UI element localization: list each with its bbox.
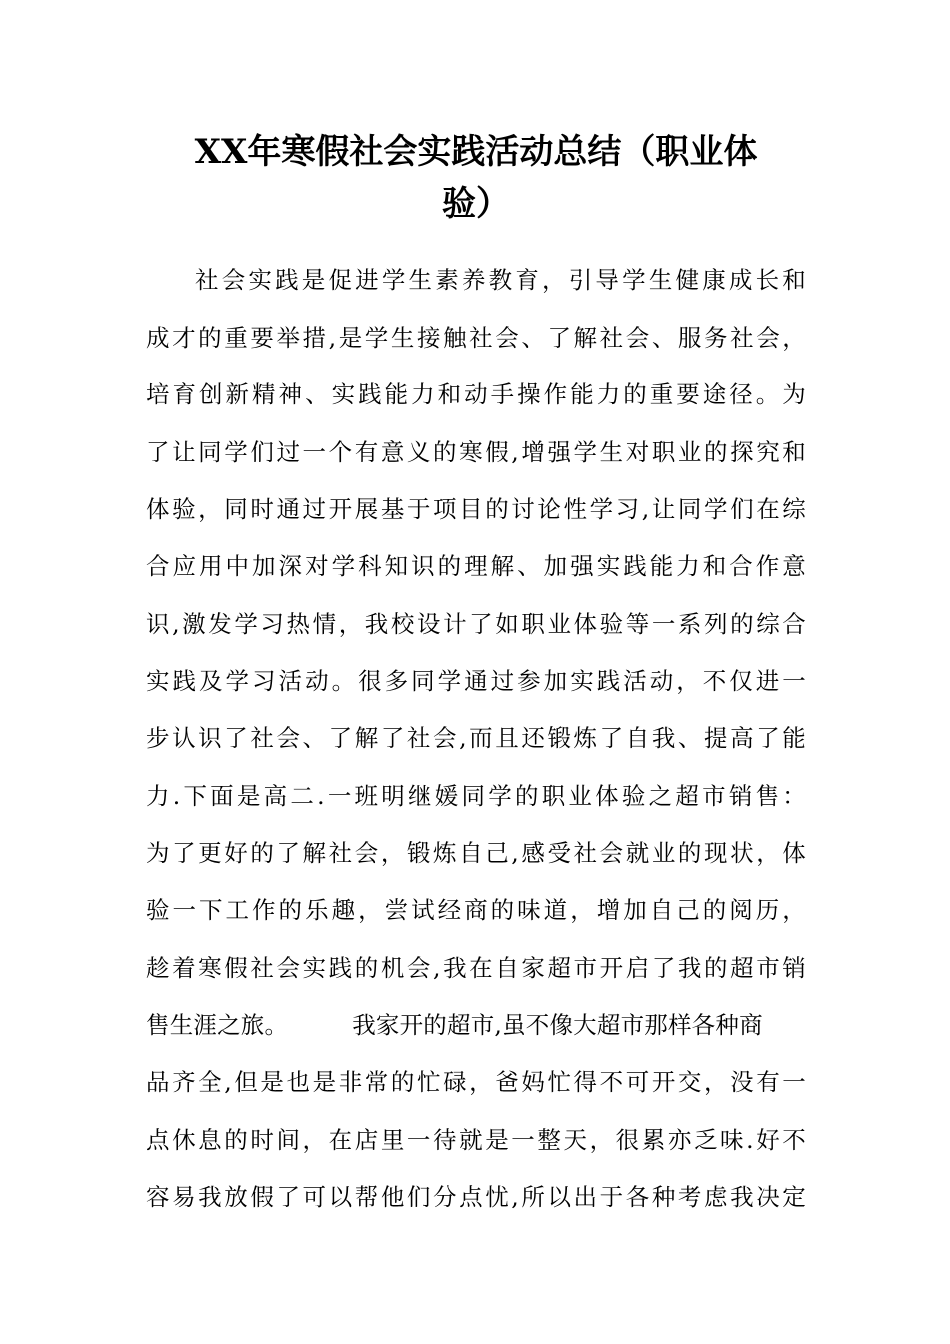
body-line-2: 成才的重要举措,是学生接触社会、了解社会、服务社会，: [146, 324, 806, 352]
body-line-6: 合应用中加深对学科知识的理解、加强实践能力和合作意: [146, 552, 806, 580]
body-line-14-part-2: 我家开的超市,虽不像大超市那样各种商: [352, 1011, 763, 1039]
body-line-15: 品齐全,但是也是非常的忙碌，爸妈忙得不可开交，没有一: [146, 1068, 806, 1096]
body-line-11: 为了更好的了解社会，锻炼自己,感受社会就业的现状，体: [146, 839, 806, 867]
body-line-5: 体验，同时通过开展基于项目的讨论性学习,让同学们在综: [146, 495, 806, 523]
body-line-1: 社会实践是促进学生素养教育，引导学生健康成长和: [195, 266, 806, 294]
body-line-7: 识,激发学习热情，我校设计了如职业体验等一系列的综合: [146, 610, 806, 638]
body-line-12: 验一下工作的乐趣，尝试经商的味道，增加自己的阅历，: [146, 896, 806, 924]
document-title-line-1: XX年寒假社会实践活动总结（职业体: [194, 132, 758, 172]
body-line-4: 了让同学们过一个有意义的寒假,增强学生对职业的探究和: [146, 438, 806, 466]
body-line-16: 点休息的时间，在店里一待就是一整天，很累亦乏味.好不: [146, 1126, 806, 1154]
body-line-14-part-1: 售生涯之旅。: [146, 1011, 289, 1039]
body-line-14: [146, 1007, 806, 1043]
body-line-9: 步认识了社会、了解了社会,而且还锻炼了自我、提高了能: [146, 724, 806, 752]
document-title-line-2: 验）: [442, 184, 510, 224]
body-line-3: 培育创新精神、实践能力和动手操作能力的重要途径。为: [146, 380, 806, 408]
body-line-10: 力.下面是高二.一班明继媛同学的职业体验之超市销售：: [146, 782, 806, 810]
body-line-17: 容易我放假了可以帮他们分点忧,所以出于各种考虑我决定: [146, 1183, 806, 1211]
body-line-8: 实践及学习活动。很多同学通过参加实践活动，不仅进一: [146, 667, 806, 695]
body-line-13: 趁着寒假社会实践的机会,我在自家超市开启了我的超市销: [146, 954, 806, 982]
